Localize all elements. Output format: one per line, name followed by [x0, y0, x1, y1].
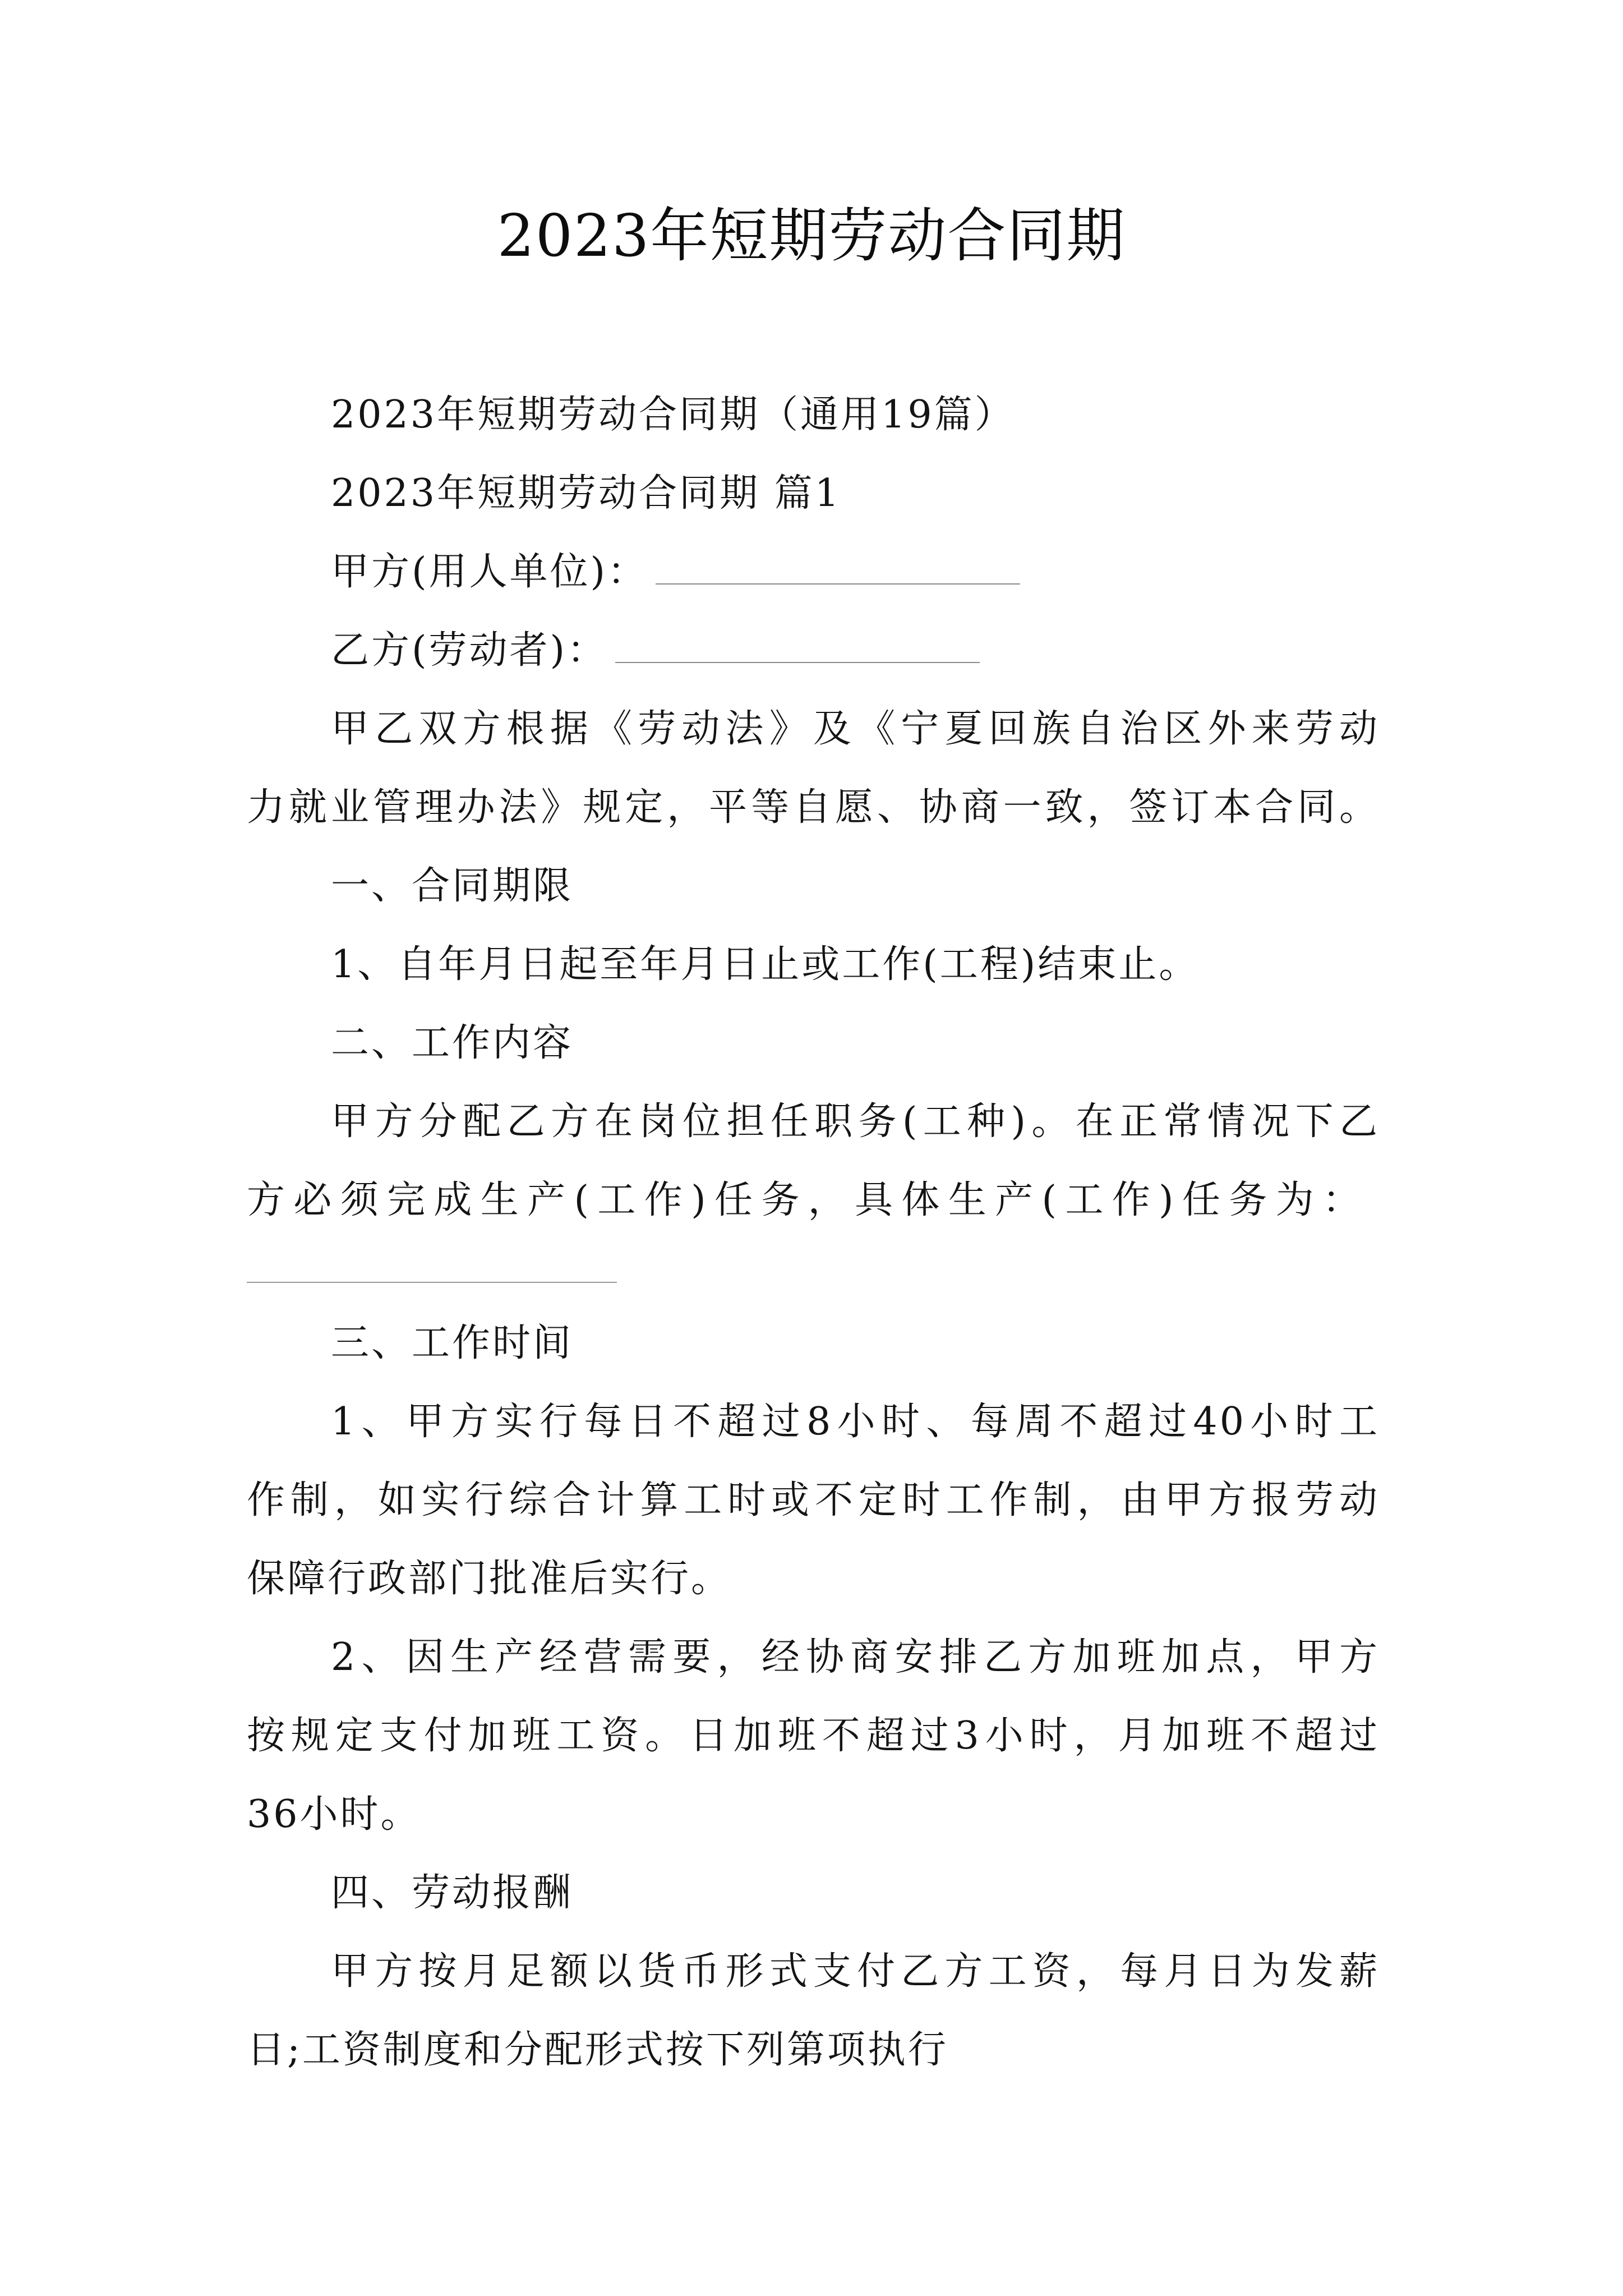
section-4-line-2: 日;工资制度和分配形式按下列第项执行: [247, 2028, 948, 2072]
section-4-line-1: 甲方按月足额以货币形式支付乙方工资，每月日为发薪: [331, 1949, 1380, 1994]
party-b-blank: [615, 629, 980, 663]
section-3-item-1-line-2: 作制，如实行综合计算工时或不定时工作制，由甲方报劳动: [247, 1478, 1380, 1522]
intro-line-1: 甲乙双方根据《劳动法》及《宁夏回族自治区外来劳动: [331, 707, 1380, 751]
party-a-row: [331, 544, 1020, 600]
section-1-item-1: 1、自年月日起至年月日止或工作(工程)结束止。: [331, 942, 1200, 987]
party-b-label: 乙方(劳动者)：: [331, 628, 608, 673]
fill-in-blank-rule: [247, 1282, 617, 1283]
document-subtitle: 2023年短期劳动合同期（通用19篇）: [331, 393, 1015, 437]
section-1-heading: 一、合同期限: [331, 864, 574, 908]
section-3-item-2-line-3: 36小时。: [247, 1792, 421, 1837]
section-4-heading: 四、劳动报酬: [331, 1871, 574, 1915]
section-3-item-2-line-1: 2、因生产经营需要，经协商安排乙方加班加点，甲方: [331, 1635, 1380, 1680]
section-2-heading: 二、工作内容: [331, 1021, 574, 1065]
section-2-line-1: 甲方分配乙方在岗位担任职务(工种)。在正常情况下乙: [331, 1099, 1380, 1144]
section-3-item-2-line-2: 按规定支付加班工资。日加班不超过3小时，月加班不超过: [247, 1714, 1380, 1758]
section-2-line-2: 方必须完成生产(工作)任务，具体生产(工作)任务为：: [247, 1178, 1363, 1222]
section-3-item-1-line-1: 1、甲方实行每日不超过8小时、每周不超过40小时工: [331, 1400, 1380, 1444]
party-a-label: 甲方(用人单位)：: [331, 550, 648, 594]
intro-line-2: 力就业管理办法》规定，平等自愿、协商一致，签订本合同。: [247, 785, 1380, 830]
section-3-item-1-line-3: 保障行政部门批准后实行。: [247, 1557, 732, 1601]
section-3-heading: 三、工作时间: [331, 1321, 574, 1365]
party-a-blank: [656, 551, 1020, 585]
party-b-row: [331, 623, 980, 679]
article-heading: 2023年短期劳动合同期 篇1: [331, 471, 841, 516]
document-title: 2023年短期劳动合同期: [497, 201, 1126, 270]
